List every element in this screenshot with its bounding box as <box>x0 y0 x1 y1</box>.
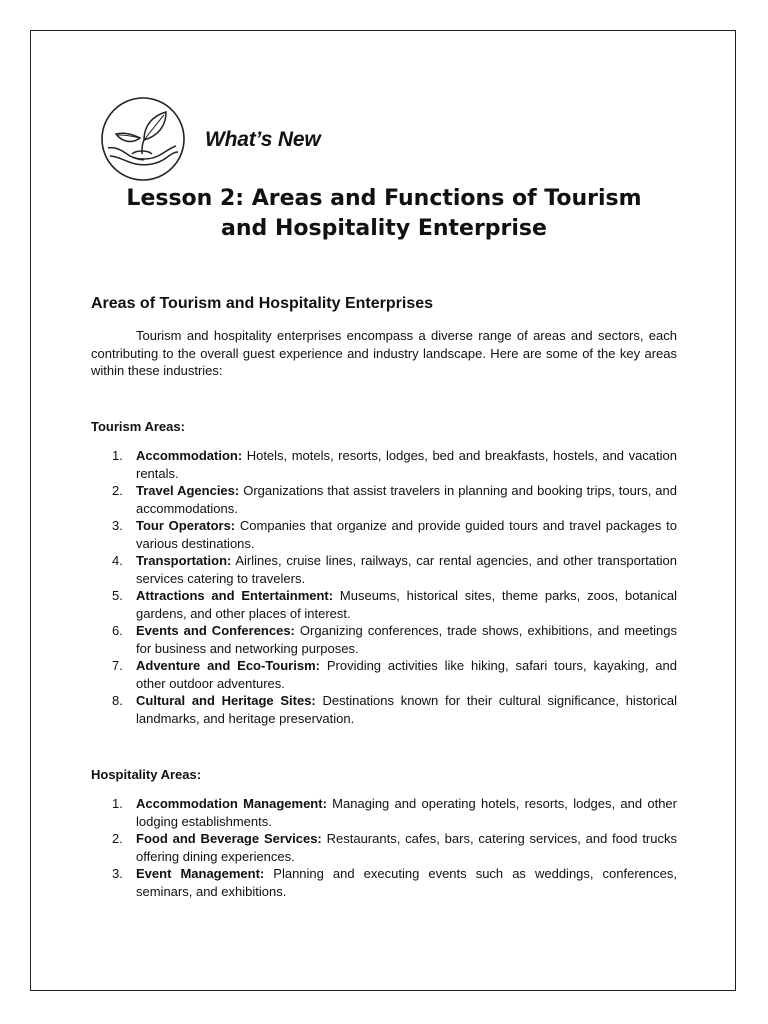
lesson-title-line1: Lesson 2: Areas and Functions of Tourism <box>126 186 642 211</box>
item-description: Planning and executing events such as weddings, conferences, seminars, and exhibitions. <box>136 866 677 899</box>
list-item <box>91 447 677 482</box>
item-term: Cultural and Heritage Sites: <box>136 693 316 708</box>
item-term: Accommodation: <box>136 448 243 463</box>
hands-holding-plant-icon <box>100 96 186 182</box>
item-description: Companies that organize and provide guided tours and travel packages to various destinations. <box>136 518 677 551</box>
item-number: 1. <box>112 448 123 463</box>
item-term: Transportation: <box>136 553 232 568</box>
list-item <box>91 622 677 657</box>
intro-paragraph: Tourism and hospitality enterprises encompass a diverse range of areas and sectors, each contributing to the overall guest experience and industry landscape. Here are some of the key areas within these industries: <box>91 328 677 378</box>
hospitality-areas-list <box>91 795 677 900</box>
section-heading: Areas of Tourism and Hospitality Enterprises <box>91 295 434 312</box>
list-item <box>91 692 677 727</box>
item-term: Events and Conferences: <box>136 623 295 638</box>
item-term: Adventure and Eco-Tourism: <box>136 658 320 673</box>
item-description: Restaurants, cafes, bars, catering services, and food trucks offering dining experiences. <box>136 831 677 864</box>
item-number: 5. <box>112 588 123 603</box>
item-term: Attractions and Entertainment: <box>136 588 334 603</box>
item-description: Providing activities like hiking, safari tours, kayaking, and other outdoor adventures. <box>136 658 677 691</box>
item-description: Organizations that assist travelers in planning and booking trips, tours, and accommodations. <box>136 483 677 516</box>
list-item <box>91 482 677 517</box>
lesson-title-line2: and Hospitality Enterprise <box>221 216 547 241</box>
lesson-title <box>60 184 708 244</box>
item-number: 4. <box>112 553 123 568</box>
list-item <box>91 587 677 622</box>
item-number: 8. <box>112 693 123 708</box>
item-number: 6. <box>112 623 123 638</box>
tourism-areas-heading: Tourism Areas: <box>91 419 185 434</box>
item-description: Airlines, cruise lines, railways, car rental agencies, and other transportation services catering to travelers. <box>136 553 677 586</box>
item-number: 2. <box>112 483 123 498</box>
item-number: 1. <box>112 796 123 811</box>
item-description: Museums, historical sites, theme parks, zoos, botanical gardens, and other places of interest. <box>136 588 678 621</box>
item-description: Destinations known for their cultural significance, historical landmarks, and heritage preservation. <box>136 693 677 726</box>
list-item <box>91 657 677 692</box>
item-term: Accommodation Management: <box>136 796 327 811</box>
item-number: 3. <box>112 518 123 533</box>
item-number: 3. <box>112 866 123 881</box>
hospitality-areas-heading: Hospitality Areas: <box>91 767 202 782</box>
list-item <box>91 865 677 900</box>
item-term: Tour Operators: <box>136 518 236 533</box>
list-item <box>91 517 677 552</box>
item-description: Organizing conferences, trade shows, exhibitions, and meetings for business and networking purposes. <box>136 623 677 656</box>
item-description: Hotels, motels, resorts, lodges, bed and breakfasts, hostels, and vacation rentals. <box>136 448 677 481</box>
item-term: Event Management: <box>136 866 265 881</box>
list-item <box>91 830 677 865</box>
item-description: Managing and operating hotels, resorts, lodges, and other lodging establishments. <box>136 796 677 829</box>
item-term: Food and Beverage Services: <box>136 831 322 846</box>
list-item <box>91 552 677 587</box>
tourism-areas-list <box>91 447 677 727</box>
item-number: 7. <box>112 658 123 673</box>
item-term: Travel Agencies: <box>136 483 240 498</box>
list-item <box>91 795 677 830</box>
whats-new-label: What’s New <box>205 128 321 151</box>
item-number: 2. <box>112 831 123 846</box>
